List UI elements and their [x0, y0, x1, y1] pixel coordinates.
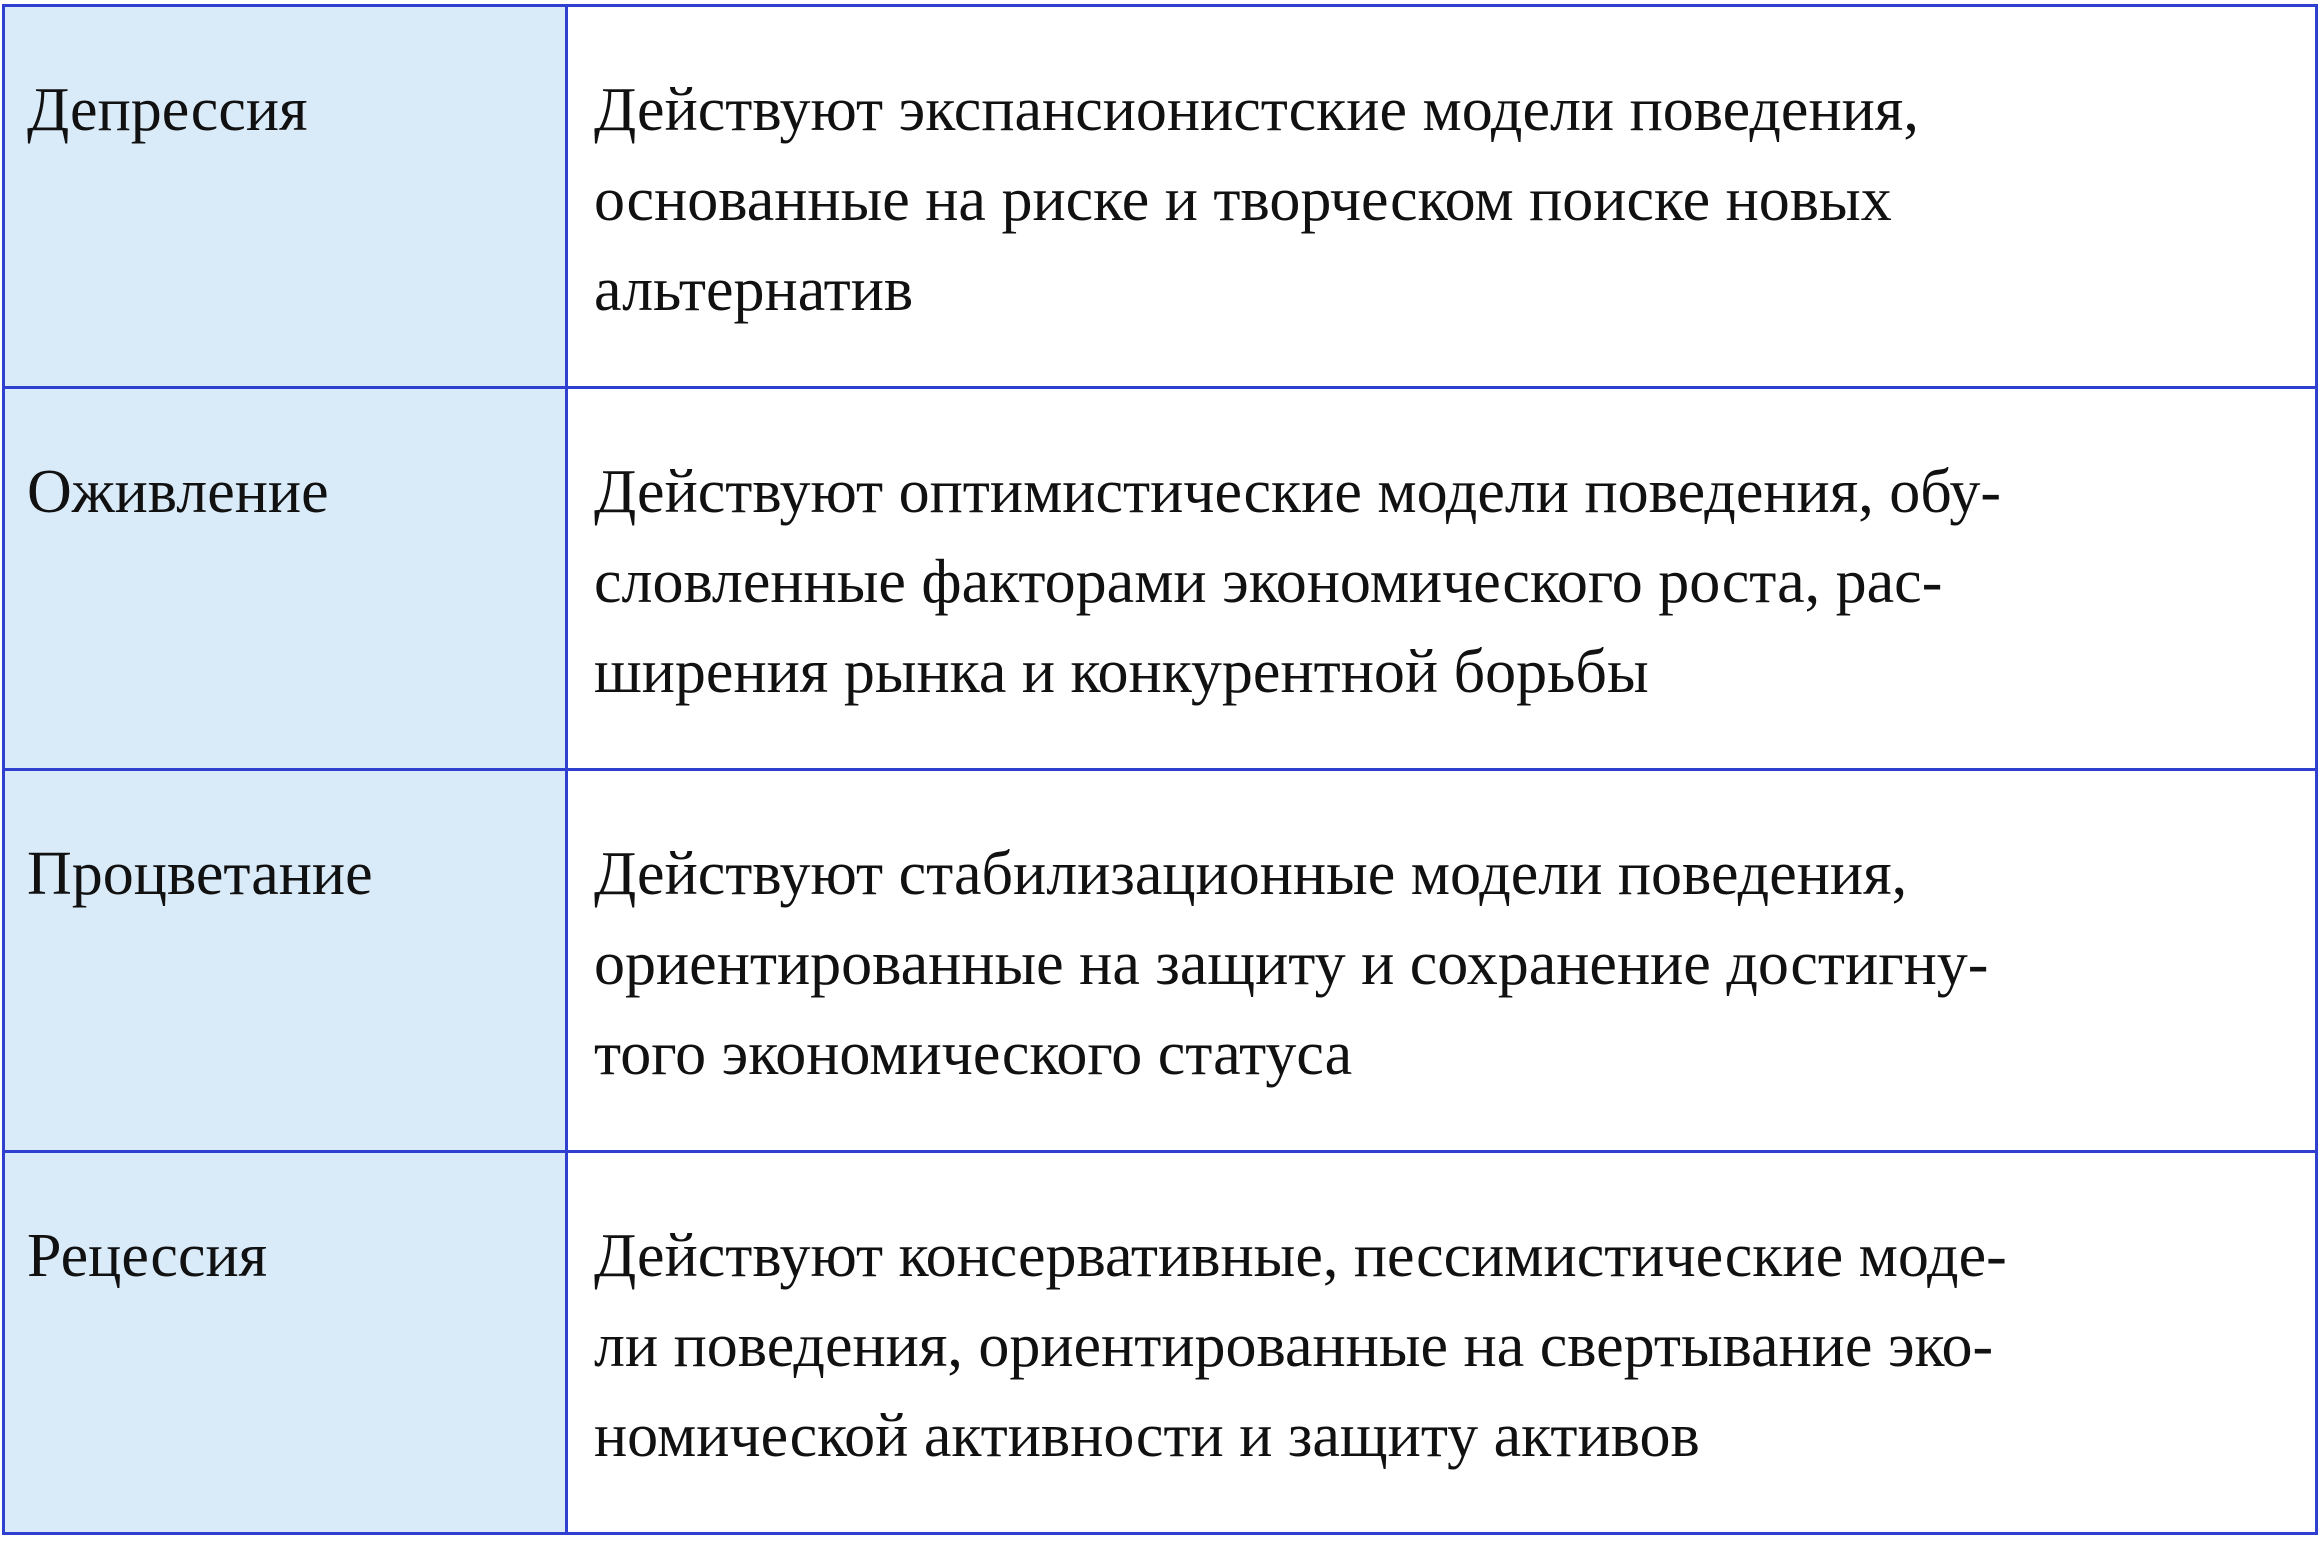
- description-line: альтернатив: [594, 256, 914, 324]
- table-row-depression: [4, 6, 2317, 388]
- description-cell: [567, 388, 2317, 770]
- phase-cell: [4, 1152, 567, 1534]
- description-cell: [567, 6, 2317, 388]
- phases-table: [2, 4, 2318, 1535]
- table-row-recession: [4, 1152, 2317, 1534]
- description-line: ширения рынка и конкурентной борьбы: [594, 638, 1649, 706]
- description-cell: [567, 1152, 2317, 1534]
- description-cell: [567, 770, 2317, 1152]
- description-text: [568, 389, 2315, 717]
- description-line: словленные факторами экономического роста, рас-: [594, 548, 1943, 616]
- description-text: [568, 7, 2315, 335]
- phase-cell: [4, 388, 567, 770]
- description-line: того экономического статуса: [594, 1020, 1353, 1088]
- description-line: Действуют стабилизационные модели поведения,: [594, 840, 1908, 908]
- phase-label: Процветание: [27, 840, 373, 908]
- description-line: номической активности и защиту активов: [594, 1402, 1700, 1470]
- phase-cell: [4, 770, 567, 1152]
- phase-cell: [4, 6, 567, 388]
- description-line: Действуют экспансионистские модели поведения,: [594, 76, 1919, 144]
- phase-label: Депрессия: [27, 76, 308, 144]
- description-line: Действуют оптимистические модели поведения, обу-: [594, 458, 2002, 526]
- description-line: основанные на риске и творческом поиске новых: [594, 166, 1892, 234]
- phase-label: Оживление: [27, 458, 329, 526]
- description-line: ориентированные на защиту и сохранение достигну-: [594, 930, 1989, 998]
- description-text: [568, 771, 2315, 1099]
- description-line: Действуют консервативные, пессимистические моде-: [594, 1222, 2007, 1290]
- table-row-prosperity: [4, 770, 2317, 1152]
- description-text: [568, 1153, 2315, 1481]
- phase-label: Рецессия: [27, 1222, 268, 1290]
- description-line: ли поведения, ориентированные на свертывание эко-: [594, 1312, 1994, 1380]
- table-row-recovery: [4, 388, 2317, 770]
